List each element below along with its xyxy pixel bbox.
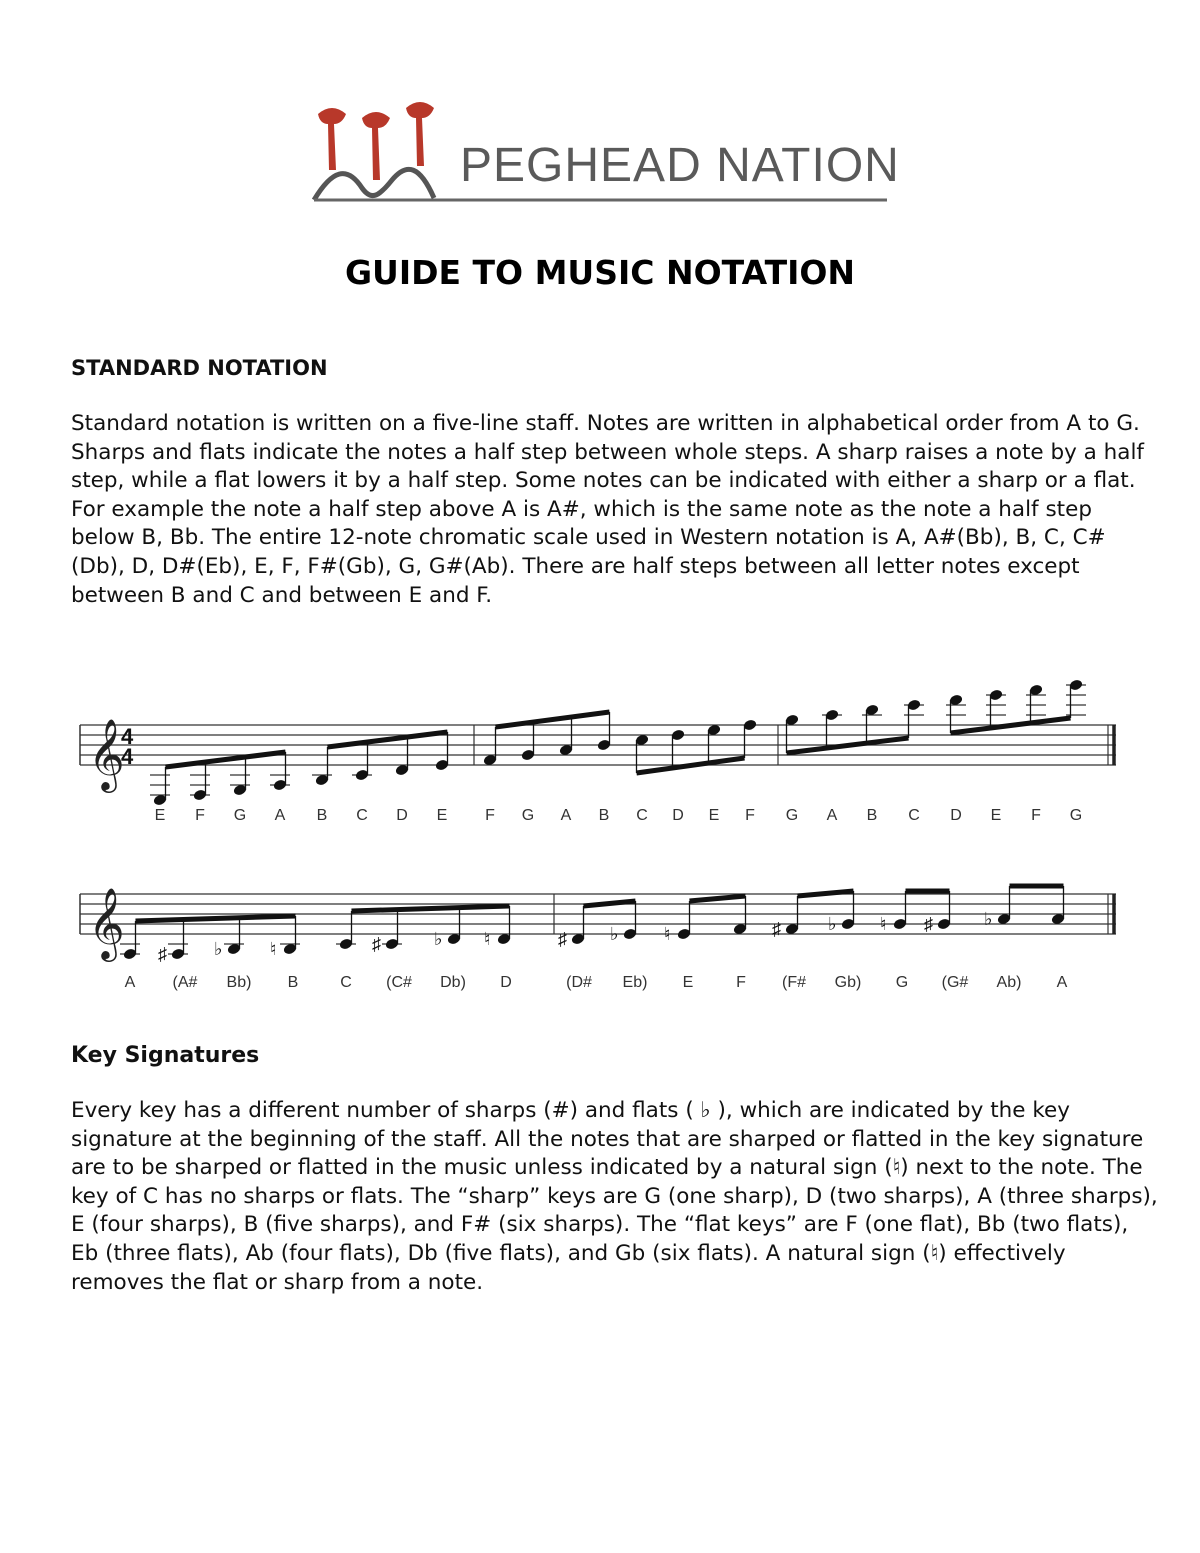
note-label: A — [124, 974, 136, 991]
note-label: F — [485, 807, 495, 824]
note-beam — [352, 906, 510, 911]
accidental-icon: ♭ — [610, 924, 619, 944]
time-signature-top: 4 — [121, 724, 134, 749]
note-label: E — [990, 807, 1002, 824]
note-label: F — [195, 807, 205, 824]
accidental-icon: ♯ — [158, 944, 167, 964]
time-signature-bottom: 4 — [121, 744, 134, 769]
accidental-icon: ♭ — [984, 909, 993, 929]
note-label: D — [500, 974, 512, 991]
note-label: E — [436, 807, 448, 824]
note-beam — [584, 901, 636, 906]
standard-notation-body: Standard notation is written on a five-line staff. Notes are written in alphabetical order from A to G. Sharps and flats indicate the notes a half step between whole steps. A sharp raises a note by a half step, while a flat lowers it by a half step. Some notes can be indicated with either a sharp or a flat. For example the note a half step above A is A#, which is the same note as the note a half step below B, Bb. The entire 12-note chromatic scale used in Western notation is A, A#(Bb), B, C, C#(Db), D, D#(Eb), E, F, F#(Gb), G, G#(Ab). There are half steps between all letter notes except between B and C and between E and F. — [71, 411, 1145, 608]
note-label: G — [785, 807, 799, 824]
note-label: (A# — [172, 974, 198, 991]
note-label: C — [356, 807, 368, 824]
accidental-icon: ♮ — [270, 939, 277, 959]
key-signatures-body: Every key has a different number of sharps (#) and flats ( ♭ ), which are indicated by the key signature at the beginning of the staff. All the notes that are sharped or flatted in the key signature are to be sharped or flatted in the music unless indicated by a natural sign (♮) next to the note. The key of C has no sharps or flats. The “sharp” keys are G (one sharp), D (two sharps), A (three sharps), E (four sharps), B (five sharps), and F# (six sharps). The “flat keys” are F (one flat), Bb (two flats), Eb (three flats), Ab (four flats), Db (five flats), and Gb (six flats). A natural sign (♮) effectively removes the flat or sharp from a note. — [71, 1098, 1158, 1295]
note-label: (D# — [566, 974, 592, 991]
treble-clef-icon: 𝄞 — [88, 889, 125, 958]
accidental-icon: ♯ — [772, 919, 781, 939]
note-label: C — [908, 807, 920, 824]
note-label: E — [708, 807, 720, 824]
note-label: Ab) — [996, 974, 1022, 991]
accidental-icon: ♯ — [558, 929, 567, 949]
note-label: B — [316, 807, 328, 824]
note-label: (C# — [386, 974, 412, 991]
accidental-icon: ♭ — [828, 914, 837, 934]
note-label: B — [598, 807, 610, 824]
accidental-icon: ♯ — [924, 914, 933, 934]
note-label: D — [672, 807, 684, 824]
note-label: A — [560, 807, 572, 824]
accidental-icon: ♮ — [484, 929, 491, 949]
note-label: F — [736, 974, 746, 991]
staff-natural-scale — [76, 676, 1126, 836]
note-label: A — [826, 807, 838, 824]
note-label: G — [521, 807, 535, 824]
key-signatures-heading: Key Signatures — [71, 1043, 260, 1068]
page-title: GUIDE TO MUSIC NOTATION — [344, 253, 856, 292]
logo-text: PEGHEAD NATION — [460, 139, 900, 192]
note-label: A — [1056, 974, 1068, 991]
note-label: A — [274, 807, 286, 824]
note-label: Db) — [440, 974, 466, 991]
note-label: B — [866, 807, 878, 824]
note-label: E — [154, 807, 166, 824]
accidental-icon: ♭ — [434, 929, 443, 949]
treble-clef-icon: 𝄞 — [88, 720, 125, 789]
note-label: G — [895, 974, 909, 991]
accidental-icon: ♮ — [880, 914, 887, 934]
standard-notation-heading: STANDARD NOTATION — [71, 356, 328, 380]
note-beam — [798, 891, 854, 896]
note-label: B — [287, 974, 299, 991]
note-label: E — [682, 974, 694, 991]
staff-chromatic-scale — [76, 872, 1126, 1002]
accidental-icon: ♯ — [372, 934, 381, 954]
note-label: (G# — [941, 974, 969, 991]
note-label: Gb) — [834, 974, 862, 991]
accidental-icon: ♮ — [664, 924, 671, 944]
note-label: C — [340, 974, 352, 991]
accidental-icon: ♭ — [214, 939, 223, 959]
note-label: G — [233, 807, 247, 824]
peghead-nation-logo — [312, 100, 900, 210]
note-label: (F# — [782, 974, 806, 991]
note-label: G — [1069, 807, 1083, 824]
note-label: Bb) — [226, 974, 252, 991]
note-label: F — [745, 807, 755, 824]
note-label: D — [396, 807, 408, 824]
note-label: D — [950, 807, 962, 824]
note-beam — [136, 916, 296, 921]
note-beam — [690, 896, 746, 901]
note-label: C — [636, 807, 648, 824]
note-label: Eb) — [622, 974, 648, 991]
note-label: F — [1031, 807, 1041, 824]
